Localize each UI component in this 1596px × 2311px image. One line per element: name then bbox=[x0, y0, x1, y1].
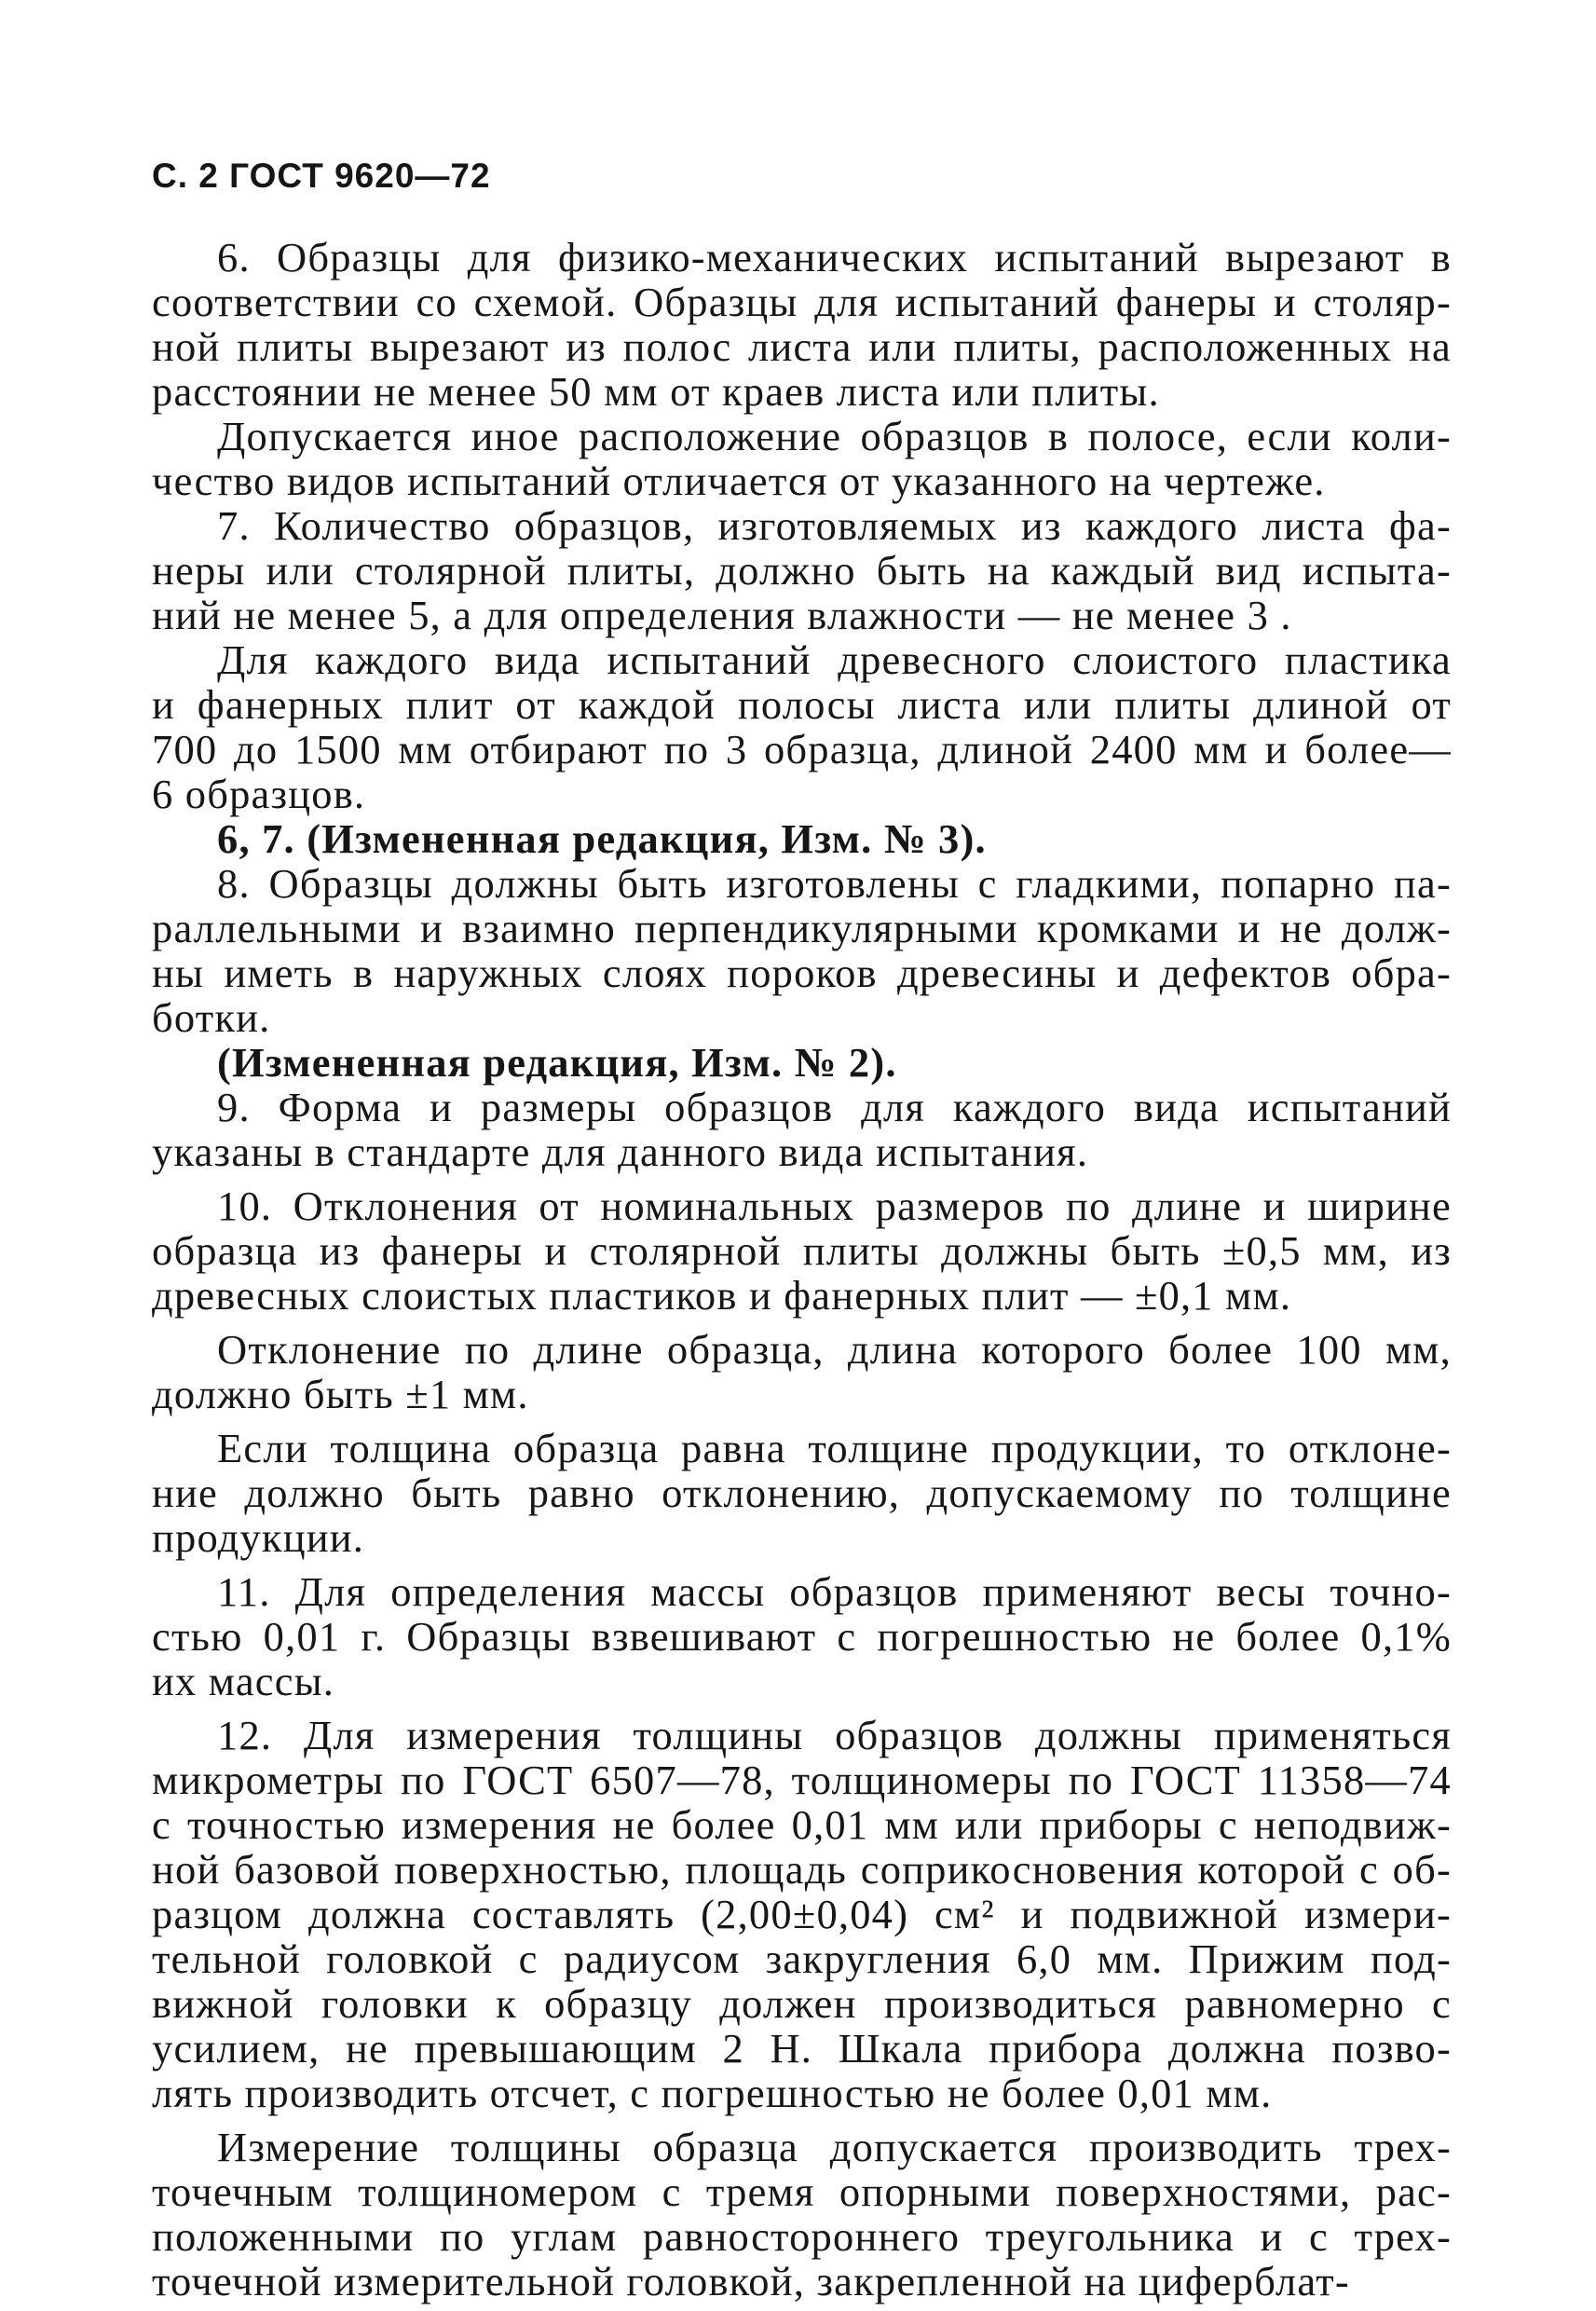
text-line: Измерение толщины образца допускается производить трех- bbox=[217, 2124, 1452, 2170]
text-line: Для каждого вида испытаний древесного слоистого пластика bbox=[217, 636, 1452, 683]
text-line: микрометры по ГОСТ 6507—78, толщиномеры по ГОСТ 11358—74 bbox=[152, 1757, 1452, 1803]
text-line: Если толщина образца равна толщине продукции, то отклоне- bbox=[217, 1425, 1452, 1471]
text-line: лять производить отсчет, с погрешностью не более 0,01 мм. bbox=[152, 2070, 1273, 2116]
text-line: положенными по углам равностороннего треугольника и с трех- bbox=[152, 2213, 1452, 2260]
text-line: образца из фанеры и столярной плиты должны быть ±0,5 мм, из bbox=[152, 1227, 1452, 1274]
text-line: 6, 7. (Измененная редакция, Изм. № 3). bbox=[217, 815, 987, 862]
text-line: вижной головки к образцу должен производиться равномерно с bbox=[152, 1980, 1452, 2027]
text-line: 6. Образцы для физико-механических испытаний вырезают в bbox=[217, 234, 1452, 280]
paragraph bbox=[152, 1085, 1452, 1174]
document-body bbox=[152, 235, 1452, 2304]
paragraph bbox=[152, 861, 1452, 1040]
text-line: ботки. bbox=[152, 994, 271, 1041]
text-line: расстоянии не менее 50 мм от краев листа или плиты. bbox=[152, 368, 1160, 415]
paragraph bbox=[152, 1713, 1452, 2115]
paragraph bbox=[152, 414, 1452, 503]
text-line: продукции. bbox=[152, 1514, 365, 1561]
paragraph bbox=[152, 1569, 1452, 1703]
text-line: 12. Для измерения толщины образцов должны применяться bbox=[217, 1712, 1452, 1758]
text-line: ний не менее 5, а для определения влажности — не менее 3 . bbox=[152, 592, 1292, 638]
paragraph bbox=[152, 503, 1452, 637]
paragraph bbox=[152, 1040, 1452, 1085]
text-line: ние должно быть равно отклонению, допускаемому по толщине bbox=[152, 1470, 1452, 1516]
paragraph bbox=[152, 816, 1452, 861]
text-line: усилием, не превышающим 2 Н. Шкала прибора должна позво- bbox=[152, 2025, 1452, 2072]
text-line: ны иметь в наружных слоях пороков древесины и дефектов обра- bbox=[152, 950, 1452, 996]
text-line: ной плиты вырезают из полос листа или плиты, расположенных на bbox=[152, 323, 1452, 370]
text-line: древесных слоистых пластиков и фанерных плит — ±0,1 мм. bbox=[152, 1272, 1292, 1319]
text-line: 11. Для определения массы образцов применяют весы точно- bbox=[217, 1568, 1452, 1615]
paragraph bbox=[152, 637, 1452, 816]
text-line: Допускается иное расположение образцов в полосе, если коли- bbox=[217, 413, 1452, 459]
text-line: стью 0,01 г. Образцы взвешивают с погрешностью не более 0,1% bbox=[152, 1613, 1452, 1660]
paragraph bbox=[152, 1426, 1452, 1560]
text-line: тельной головкой с радиусом закругления 6,0 мм. Прижим под- bbox=[152, 1935, 1452, 1982]
text-line: точечным толщиномером с тремя опорными поверхностями, рас- bbox=[152, 2168, 1452, 2215]
paragraph bbox=[152, 235, 1452, 414]
text-line: чество видов испытаний отличается от указанного на чертеже. bbox=[152, 458, 1326, 504]
text-line: неры или столярной плиты, должно быть на каждый вид испыта- bbox=[152, 547, 1452, 594]
text-line: 9. Форма и размеры образцов для каждого вида испытаний bbox=[217, 1084, 1452, 1130]
text-line: точечной измерительной головкой, закрепленной на циферблат- bbox=[152, 2258, 1350, 2304]
text-line: их массы. bbox=[152, 1658, 335, 1704]
text-line: соответствии со схемой. Образцы для испытаний фанеры и столяр- bbox=[152, 279, 1452, 325]
text-line: 8. Образцы должны быть изготовлены с гладкими, попарно па- bbox=[217, 860, 1452, 907]
paragraph bbox=[152, 1183, 1452, 1318]
text-line: Отклонение по длине образца, длина которого более 100 мм, bbox=[217, 1326, 1452, 1373]
paragraph bbox=[152, 2125, 1452, 2304]
text-line: (Измененная редакция, Изм. № 2). bbox=[217, 1039, 897, 1086]
page-header: С. 2 ГОСТ 9620—72 bbox=[152, 157, 491, 195]
text-line: ной базовой поверхностью, площадь соприкосновения которой с об- bbox=[152, 1846, 1452, 1893]
text-line: 6 образцов. bbox=[152, 771, 366, 817]
text-line: и фанерных плит от каждой полосы листа или плиты длиной от bbox=[152, 681, 1452, 728]
text-line: должно быть ±1 мм. bbox=[152, 1371, 529, 1417]
text-line: раллельными и взаимно перпендикулярными кромками и не долж- bbox=[152, 905, 1452, 951]
text-line: разцом должна составлять (2,00±0,04) см² и подвижной измери- bbox=[152, 1891, 1452, 1937]
text-line: с точностью измерения не более 0,01 мм или приборы с неподвиж- bbox=[152, 1801, 1452, 1848]
paragraph bbox=[152, 1327, 1452, 1416]
text-line: 10. Отклонения от номинальных размеров по длине и ширине bbox=[217, 1183, 1452, 1229]
text-line: 700 до 1500 мм отбирают по 3 образца, длиной 2400 мм и более— bbox=[152, 726, 1452, 773]
text-line: указаны в стандарте для данного вида испытания. bbox=[152, 1128, 1089, 1175]
text-line: 7. Количество образцов, изготовляемых из каждого листа фа- bbox=[217, 502, 1452, 549]
